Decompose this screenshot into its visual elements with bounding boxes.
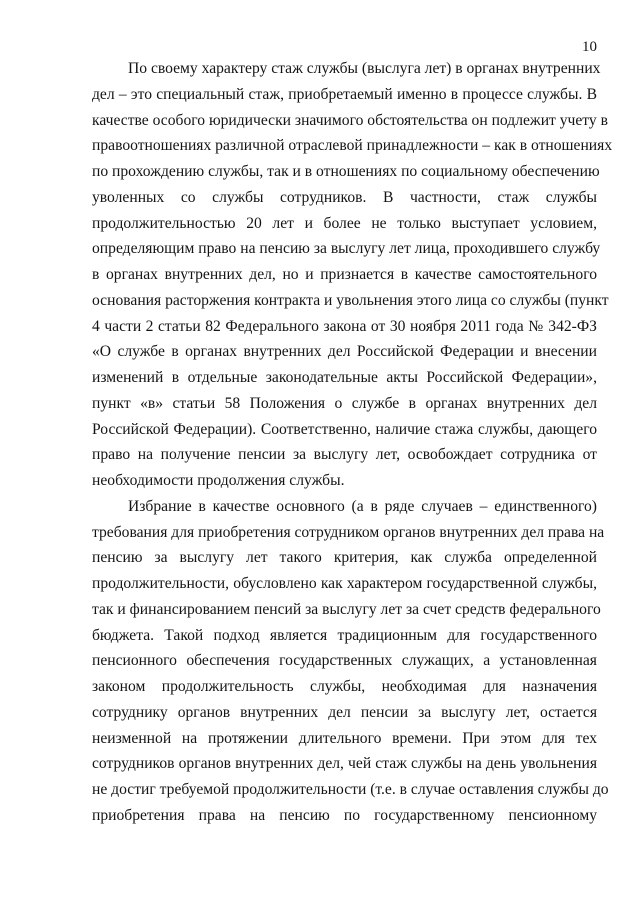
text-line: сотрудников органов внутренних дел, чей стаж службы на день увольнения [92,755,597,773]
text-line: уволенных со службы сотрудников. В частности, стаж службы [92,188,597,206]
text-line: «О службе в органах внутренних дел Российской Федерации и внесении [92,343,597,361]
text-line: так и финансированием пенсий за выслугу лет за счет средств федерального [92,600,601,618]
text-line: Российской Федерации). Соответственно, наличие стажа службы, дающего [92,420,597,438]
text-line: качестве особого юридически значимого обстоятельства он подлежит учету в [92,111,608,129]
text-line: в органах внутренних дел, но и признается в качестве самостоятельного [92,266,597,283]
text-line: 4 части 2 статьи 82 Федерального закона от 30 ноября 2011 года № 342-ФЗ [92,317,597,335]
text-line: по прохождению службы, так и в отношениях по социальному обеспечению [92,163,600,180]
text-line: основания расторжения контракта и увольнения этого лица со службы (пункт [92,291,609,309]
text-line: бюджета. Такой подход является традиционным для государственного [92,626,597,644]
text-line: По своему характеру стаж службы (выслуга лет) в органах внутренних [128,60,601,77]
paragraph-1 [92,56,613,494]
text-line: сотруднику органов внутренних дел пенсии за выслугу лет, остается [92,703,597,721]
page-number: 10 [582,39,597,55]
text-line: продолжительностью 20 лет и более не только выступает условием, [92,214,597,232]
text-line: продолжительности, обусловлено как характером государственной службы, [92,575,597,592]
text-line: дел – это специальный стаж, приобретаемый именно в процессе службы. В [92,85,597,103]
text-line: изменений в отдельные законодательные акты Российской Федерации», [92,369,597,386]
document-body [92,56,613,829]
text-line: не достиг требуемой продолжительности (т.е. в случае оставления службы до [92,781,609,798]
text-line: пенсию за выслугу лет такого критерия, как служба определенной [92,549,597,567]
text-line: требования для приобретения сотрудником органов внутренних дел права на [92,523,605,541]
text-line: пункт «в» статьи 58 Положения о службе в органах внутренних дел [92,394,597,412]
text-line: неизменной на протяжении длительного времени. При этом для тех [92,729,597,747]
paragraph-2 [92,494,609,829]
text-line: право на получение пенсии за выслугу лет, освобождает сотрудника от [92,446,597,464]
text-line: законом продолжительность службы, необходимая для назначения [92,678,597,695]
text-line: Избрание в качестве основного (а в ряде случаев – единственного) [128,497,597,515]
text-line: необходимости продолжения службы. [92,472,345,489]
text-line: приобретения права на пенсию по государственному пенсионному [92,806,597,824]
text-line: правоотношениях различной отраслевой принадлежности – как в отношениях [92,137,613,155]
text-line: определяющим право на пенсию за выслугу лет лица, проходившего службу [92,240,601,258]
text-line: пенсионного обеспечения государственных служащих, а установленная [92,652,597,670]
